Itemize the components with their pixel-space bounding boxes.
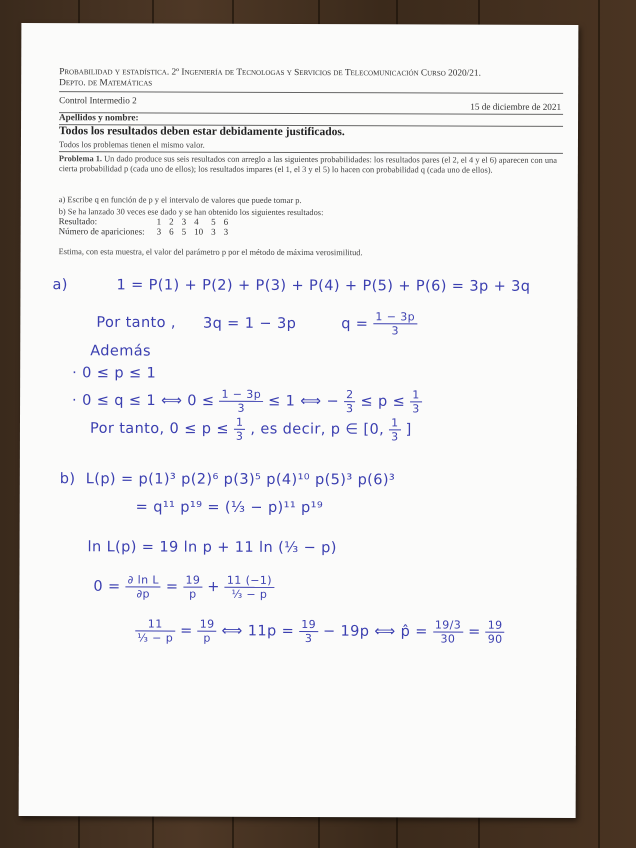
hw-text: Por tanto, 0 ≤ p ≤ — [89, 420, 229, 438]
hw-a-line1: 1 = P(1) + P(2) + P(3) + P(4) + P(5) + P(6) = 3p + 3q — [116, 277, 531, 295]
hw-fraction-den: ⅓ − p — [137, 631, 174, 645]
table-cell: 3 — [181, 216, 187, 227]
hw-fraction-den: 3 — [391, 430, 399, 444]
department: Depto. de Matemáticas — [59, 78, 153, 89]
table-row — [59, 226, 233, 237]
hw-fraction-den: 90 — [487, 632, 503, 646]
hw-conclusion-a — [90, 415, 412, 443]
hw-condition-1: · 0 ≤ p ≤ 1 — [72, 365, 157, 382]
exam-date: 15 de diciembre de 2021 — [470, 101, 562, 112]
table-label: Número de apariciones: — [58, 226, 145, 237]
hw-fraction-num: 11 (−1) — [225, 574, 274, 588]
table-cell: 1 — [156, 216, 162, 227]
hw-text: ≤ p ≤ — [360, 393, 406, 410]
course-line: Probabilidad y estadística. 2º Ingeniería de Tecnologas y Servicios de Telecomunicación Curso 2020/21. — [59, 67, 481, 79]
table-cell: 6 — [169, 226, 174, 237]
hw-fraction-num: 1 — [410, 388, 421, 402]
table-label: Resultado: — [58, 216, 98, 227]
instructions-subtitle: Todos los problemas tienen el mismo valor. — [58, 140, 205, 150]
table-cell: 3 — [156, 226, 162, 237]
exam-sheet — [19, 23, 579, 818]
hw-fraction-den: ∂p — [136, 587, 150, 601]
hw-fraction-den: 3 — [237, 401, 245, 415]
hw-fraction-num: 1 − 3p — [219, 388, 263, 402]
problem-label: Problema 1. — [58, 154, 103, 164]
hw-text: ⟺ 11p = — [221, 623, 295, 640]
table-cell: 6 — [223, 216, 229, 227]
hw-text: = — [165, 579, 179, 596]
hw-condition-2 — [72, 387, 422, 415]
hw-fraction-num: 11 — [135, 617, 175, 631]
hw-text: 0 = — [93, 578, 121, 595]
hw-fraction-den: p — [189, 587, 197, 601]
part-a-text: a) Escribe q en función de p y el intervalo de valores que puede tomar p. — [58, 195, 302, 206]
results-table — [59, 216, 559, 238]
hw-fraction-num: 2 — [344, 388, 355, 402]
hw-b-line1: L(p) = p(1)³ p(2)⁶ p(3)⁵ p(4)¹⁰ p(5)³ p(6)³ — [85, 471, 396, 489]
hw-fraction-den: 3 — [346, 402, 354, 416]
hw-text: , es decir, p ∈ [0, — [250, 421, 385, 438]
hw-fraction-num: 1 − 3p — [373, 310, 417, 324]
hw-text: 3q = 1 − 3p — [202, 315, 297, 332]
hw-fraction — [219, 388, 263, 415]
hw-text: = — [468, 624, 481, 641]
hw-part-a-label: a) — [52, 277, 68, 294]
table-cell: 2 — [169, 216, 174, 227]
estimate-text: Estima, con esta muestra, el valor del parámetro p por el método de máxima verosimilitud. — [58, 247, 363, 258]
hw-fraction — [126, 573, 161, 600]
hw-b-line4 — [93, 573, 274, 601]
hw-text: + — [207, 579, 220, 596]
divider — [59, 91, 563, 94]
hw-fraction — [373, 310, 417, 337]
hw-fraction-num: 19 — [198, 618, 217, 632]
hw-text: − 19p ⟺ p̂ = — [322, 623, 428, 640]
hw-fraction-den: 3 — [304, 632, 313, 646]
name-field: Apellidos y nombre: — [59, 112, 139, 123]
table-cell: 3 — [211, 226, 216, 237]
hw-fraction-den: ⅓ − p — [231, 587, 268, 601]
hw-a-line2 — [96, 309, 417, 337]
hw-fraction-num: 19/3 — [433, 618, 463, 632]
hw-fraction-den: p — [203, 631, 211, 645]
table-row — [59, 216, 233, 227]
hw-b-line2: = q¹¹ p¹⁹ = (⅓ − p)¹¹ p¹⁹ — [135, 499, 324, 517]
hw-fraction — [433, 618, 463, 645]
hw-fraction-num: 1 — [234, 416, 245, 430]
hw-fraction — [183, 574, 202, 601]
hw-fraction-den: 3 — [412, 402, 420, 416]
hw-text: Por tanto , — [96, 314, 176, 332]
hw-text: · 0 ≤ q ≤ 1 ⟺ 0 ≤ — [72, 392, 215, 410]
table-cell: 4 — [194, 216, 199, 227]
table-cell: 3 — [223, 226, 229, 237]
hw-fraction-den: 3 — [235, 429, 244, 443]
hw-fraction — [198, 618, 217, 645]
hw-text: ] — [405, 421, 412, 438]
hw-text: q = — [341, 315, 369, 332]
hw-fraction — [389, 416, 401, 443]
hw-fraction-num: 19 — [299, 618, 318, 632]
hw-fraction-num: 19 — [486, 619, 505, 633]
hw-b-line3: ln L(p) = 19 ln p + 11 ln (⅓ − p) — [87, 539, 337, 557]
hw-fraction-den: 30 — [440, 632, 456, 646]
instructions-title: Todos los resultados deben estar debidamente justificados. — [58, 125, 345, 139]
table-cell: 5 — [181, 226, 187, 237]
hw-b-line5 — [135, 617, 504, 645]
hw-text: = — [180, 623, 193, 640]
table-plank-line — [598, 0, 600, 848]
hw-fraction — [234, 416, 246, 443]
hw-fraction-den: 3 — [391, 324, 399, 338]
exam-name: Control Intermedio 2 — [59, 95, 137, 106]
hw-fraction — [344, 388, 356, 415]
problem-statement — [59, 154, 567, 176]
hw-fraction-num: 19 — [183, 574, 202, 588]
hw-fraction — [299, 618, 318, 645]
hw-fraction-num: 1 — [389, 416, 400, 430]
problem-text: Un dado produce sus seis resultados con arreglo a las siguientes probabilidades: los resultados pares (el 2, el 4 y el 6) aparecen con una cierta probabilidad p (cada uno de ellos); los resultados impares (el 1, el 3 y el 5) lo hacen con probabilidad q (cada uno de ellos). — [58, 154, 557, 175]
hw-fraction — [225, 574, 274, 601]
hw-fraction — [135, 617, 175, 644]
hw-text: ≤ 1 ⟺ − — [268, 393, 340, 410]
hw-fraction — [486, 619, 505, 646]
hw-fraction-num: ∂ ln L — [126, 573, 161, 587]
hw-fraction — [410, 388, 422, 415]
hw-ademas: Además — [90, 343, 152, 360]
hw-part-b-label: b) — [59, 471, 76, 488]
table-cell: 10 — [194, 226, 204, 237]
table-cell: 5 — [211, 216, 216, 227]
part-b-text: b) Se ha lanzado 30 veces ese dado y se han obtenido los siguientes resultados: — [58, 207, 324, 218]
